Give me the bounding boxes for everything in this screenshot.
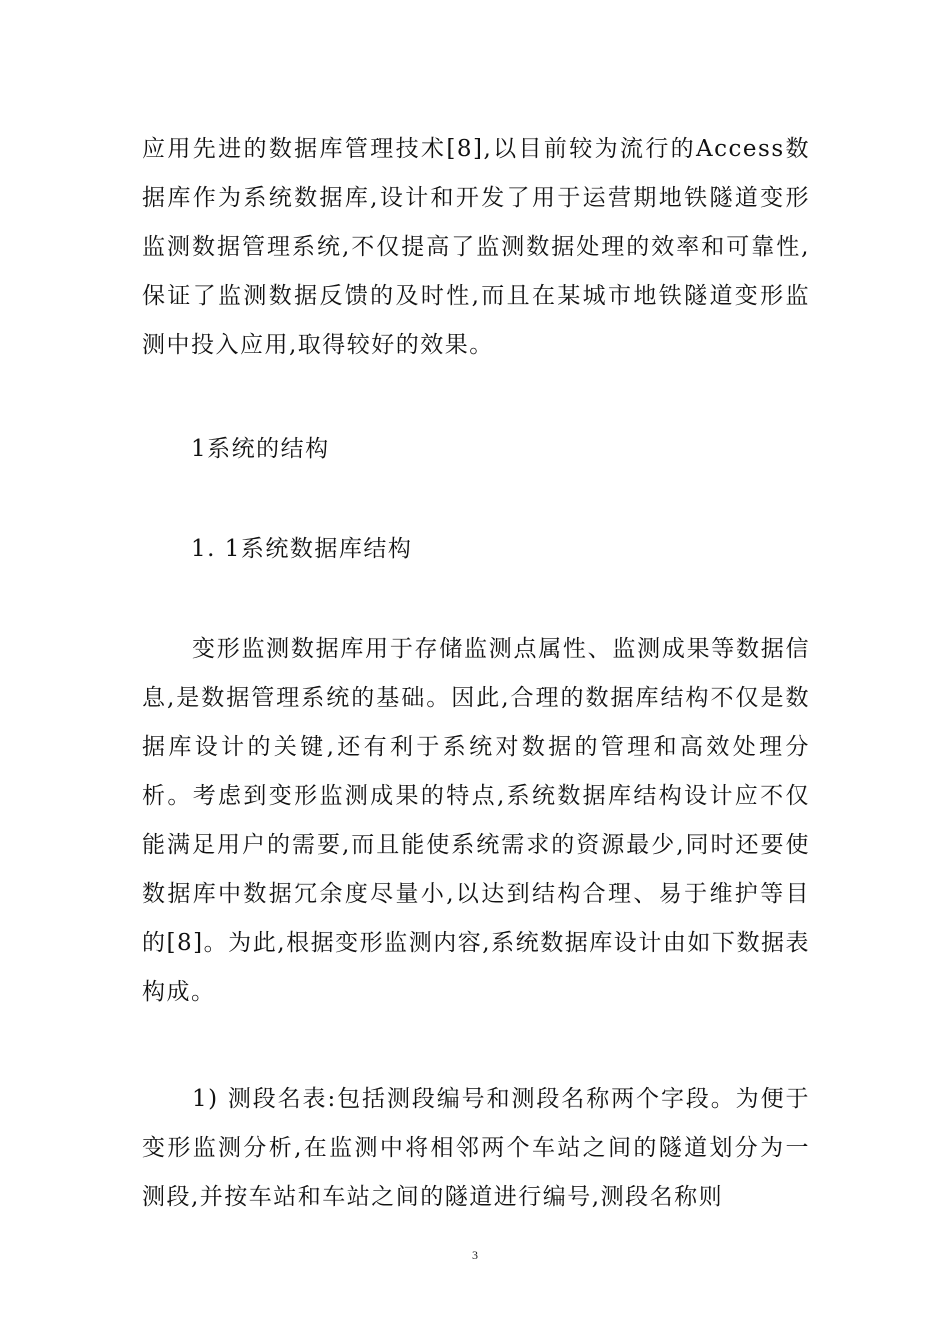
list-item-1-paragraph: 1) 测段名表:包括测段编号和测段名称两个字段。为便于变形监测分析,在监测中将相邻两个车站之间的隧道划分为一测段,并按车站和车站之间的隧道进行编号,测段名称则 xyxy=(142,1086,810,1210)
intro-paragraph: 应用先进的数据库管理技术[8],以目前较为流行的Access数据库作为系统数据库,设计和开发了用于运营期地铁隧道变形监测数据管理系统,不仅提高了监测数据处理的效率和可靠性,保证了监测数据反馈的及时性,而且在某城市地铁隧道变形监测中投入应用,取得较好的效果。 xyxy=(142,136,810,358)
page-number: 3 xyxy=(472,1248,478,1262)
section-heading-1-1: 1. 1系统数据库结构 xyxy=(191,536,413,562)
section-heading-1: 1系统的结构 xyxy=(191,436,330,462)
database-paragraph: 变形监测数据库用于存储监测点属性、监测成果等数据信息,是数据管理系统的基础。因此,合理的数据库结构不仅是数据库设计的关键,还有利于系统对数据的管理和高效处理分析。考虑到变形监测成果的特点,系统数据库结构设计应不仅能满足用户的需要,而且能使系统需求的资源最少,同时还要使数据库中数据冗余度尽量小,以达到结构合理、易于维护等目的[8]。为此,根据变形监测内容,系统数据库设计由如下数据表构成。 xyxy=(142,636,810,1005)
